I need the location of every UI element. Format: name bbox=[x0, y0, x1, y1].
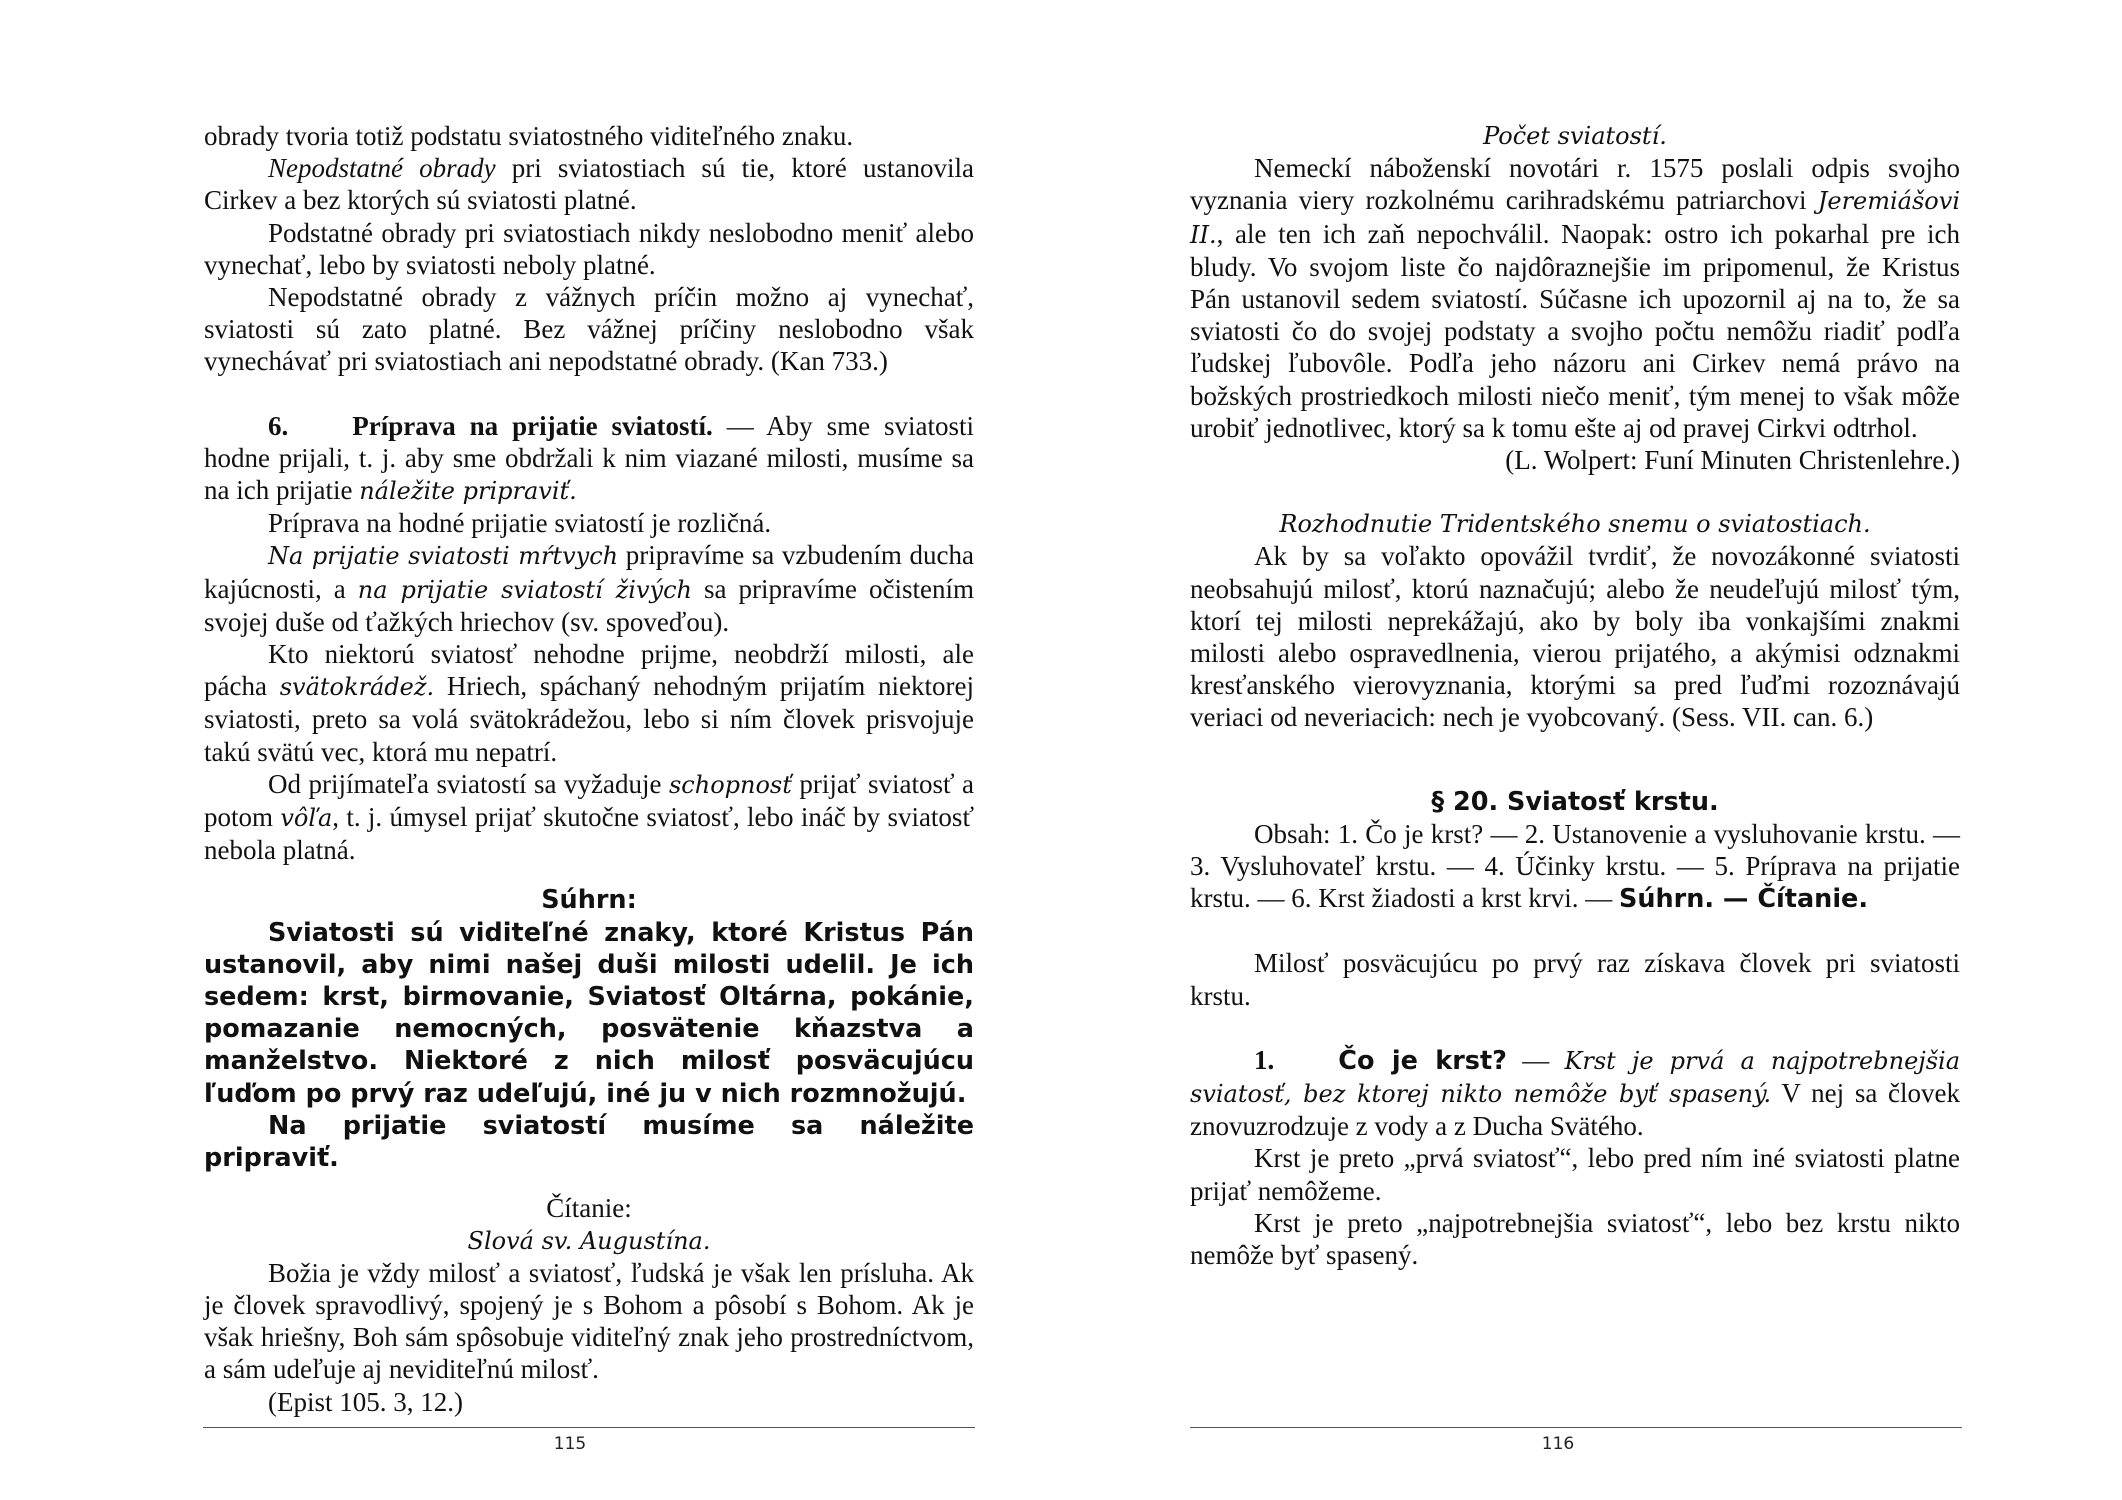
italic-term: schopnosť bbox=[668, 770, 792, 799]
footer-rule bbox=[203, 1427, 975, 1428]
summary-title: Súhrn: bbox=[541, 885, 637, 916]
text: Hriech, spáchaný nehodným prijatím niektorej sviatosti, preto sa volá svätokrádežou, lebo si ním človek prisvojuje takú svätú vec, ktorá mu nepatrí. bbox=[204, 671, 974, 767]
paragraph bbox=[204, 638, 974, 768]
contents-paragraph bbox=[1190, 818, 1960, 916]
reading-reference: (Epist 105. 3, 12.) bbox=[268, 1386, 463, 1417]
left-page bbox=[204, 120, 974, 1418]
subheading: Počet sviatostí. bbox=[1483, 122, 1667, 150]
paragraph: Podstatné obrady pri sviatostiach nikdy neslobodno meniť alebo vynechať, lebo by sviatosti neboly platné. bbox=[204, 217, 974, 280]
summary-text: Sviatosti sú viditeľné znaky, ktoré Kristus Pán ustanovil, aby nimi našej duši milosti udelil. Je ich sedem: krst, birmovanie, Sviatosť Oltárna, pokánie, pomazanie nemocných, posvätenie kňazstva a manželstvo. Niektoré z nich milosť posväcujúcu ľuďom po prvý raz udeľujú, iné ju v nich rozmnožujú. bbox=[204, 917, 974, 1109]
text: prijať sviatosť a potom bbox=[204, 768, 974, 833]
reading-subtitle: Slová sv. Augustína. bbox=[467, 1226, 711, 1255]
paragraph: Milosť posväcujúcu po prvý raz získava človek pri sviatosti krstu. bbox=[1190, 948, 1960, 1011]
section-title: § 20. Sviatosť krstu. bbox=[1431, 786, 1719, 817]
text: , t. j. úmysel prijať skutočne sviatosť, lebo ináč by sviatosť nebola platná. bbox=[204, 802, 974, 866]
text: Od prijímateľa sviatostí sa vyžaduje bbox=[268, 768, 669, 799]
reference: (L. Wolpert: Funí Minuten Christenlehre.) bbox=[1505, 445, 1960, 476]
italic-term: svätokrádež. bbox=[279, 673, 435, 702]
reading-text: Božia je vždy milosť a sviatosť, ľudská je však len prísluha. Ak je človek spravodlivý, spojený je s Bohom a pôsobí s Bohom. Ak je však hriešny, Boh sám spôsobuje viditeľný znak jeho prostredníctvom, a sám udeľuje aj neviditeľnú milosť. bbox=[204, 1257, 974, 1385]
italic-definition: Krst je prvá a najpotrebnejšia sviatosť, bez ktorej nikto nemôže byť spasený. bbox=[1190, 1046, 1961, 1109]
page-number: 116 bbox=[1541, 1434, 1575, 1454]
text: Kto niektorú sviatosť nehodne prijme, neobdrží milosti, ale pácha bbox=[204, 639, 974, 702]
contents-bold: Súhrn. — Čítanie. bbox=[1618, 884, 1869, 915]
text: — Aby sme sviatosti hodne prijali, t. j. aby sme obdržali k nim viazané milosti, musíme sa na ich prijatie bbox=[204, 410, 974, 506]
page-number: 115 bbox=[553, 1434, 587, 1454]
text: V nej sa človek znovuzrodzuje z vody a z Ducha Svätého. bbox=[1190, 1078, 1961, 1142]
text: Obsah: 1. Čo je krst? — 2. Ustanovenie a vysluhovanie krstu. — 3. Vysluhovateľ krstu. — 4. Účinky krstu. — 5. Príprava na prijatie krstu. — 6. Krst žiadosti a krst krvi. — bbox=[1190, 818, 1960, 914]
text: pri sviatostiach sú tie, ktoré ustanovila Cirkev a bez ktorých sú sviatosti platné. bbox=[204, 153, 974, 216]
italic-term: Na prijatie sviatosti mŕtvych bbox=[268, 542, 619, 571]
paragraph: obrady tvoria totiž podstatu sviatostného viditeľného znaku. bbox=[204, 121, 854, 151]
italic-term: na prijatie sviatostí živých bbox=[357, 575, 692, 604]
subheading: Rozhodnutie Tridentského snemu o sviatostiach. bbox=[1279, 510, 1871, 539]
section-6-paragraph bbox=[204, 410, 974, 508]
paragraph: Krst je preto „prvá sviatosť“, lebo pred ním iné sviatosti platne prijať nemôžeme. bbox=[1190, 1143, 1960, 1206]
footer-rule bbox=[1190, 1427, 1962, 1428]
paragraph: Nepodstatné obrady z vážnych príčin možno aj vynechať, sviatosti sú zato platné. Bez vážnej príčiny neslobodno však vynechávať pri sviatostiach ani nepodstatné obrady. (Kan 733.) bbox=[204, 282, 974, 377]
summary-text: Na prijatie sviatostí musíme sa náležite pripraviť. bbox=[204, 1110, 974, 1174]
section-title: Čo je krst? bbox=[1338, 1045, 1507, 1076]
italic-term: Jeremiášovi II. bbox=[1190, 187, 1960, 249]
italic-term: Nepodstatné obrady bbox=[268, 153, 496, 184]
paragraph: Ak by sa voľakto opovážil tvrdiť, že novozákonné sviatosti neobsahujú milosť, ktorú naznačujú; alebo že neudeľujú milosť tým, ktorí tej milosti neprekážajú, ako by boly iba vonkajšími znakmi milosti alebo ospravedlnenia, vierou prijatého, a akýmisi odznakmi kresťanského vierovyznania, ktorými sa pred ľuďmi rozoznávajú veriaci od neveriacich: nech je vyobcovaný. (Sess. VII. can. 6.) bbox=[1190, 541, 1960, 733]
section-number: 6. bbox=[268, 410, 289, 441]
text: — bbox=[1506, 1044, 1565, 1075]
text: Nemeckí náboženskí novotári r. 1575 poslali odpis svojho vyznania viery rozkolnému carihradskému patriarchovi bbox=[1190, 153, 1960, 216]
text: pripravíme sa vzbudením ducha kajúcnosti, a bbox=[204, 540, 974, 604]
reading-title: Čítanie: bbox=[546, 1193, 632, 1224]
paragraph: Príprava na hodné prijatie sviatostí je rozličná. bbox=[268, 508, 772, 539]
section-title: Príprava na prijatie sviatostí. bbox=[352, 410, 713, 441]
section-number: 1. bbox=[1254, 1044, 1275, 1075]
paragraph bbox=[1190, 152, 1960, 444]
paragraph bbox=[204, 768, 974, 867]
paragraph bbox=[204, 152, 974, 216]
italic-term: náležite pripraviť. bbox=[359, 477, 577, 506]
right-page bbox=[1190, 120, 1960, 1271]
paragraph: Krst je preto „najpotrebnejšia sviatosť“, lebo bez krstu nikto nemôže byť spasený. bbox=[1190, 1207, 1960, 1271]
section-1-paragraph bbox=[1190, 1044, 1960, 1143]
paragraph bbox=[204, 539, 974, 638]
text: , ale ten ich zaň nepochválil. Naopak: ostro ich pokarhal pre ich bludy. Vo svojom liste čo najdôraznejšie im pripomenul, že Kristus Pán ustanovil sedem sviatostí. Súčasne ich upozornil aj na to, že sa sviatosti čo do svojej podstaty a svojho počtu nemôžu riadiť podľa ľudskej ľubovôle. Podľa jeho názoru ani Cirkev nemá právo na božských prostriedkoch milosti niečo meniť, tým menej to však môže urobiť jednotlivec, ktorý sa k tomu ešte aj od pravej Cirkvi odtrhol. bbox=[1190, 218, 1960, 443]
italic-term: vôľa bbox=[280, 804, 333, 833]
text: sa pripravíme očistením svojej duše od ťažkých hriechov (sv. spoveďou). bbox=[204, 573, 974, 637]
